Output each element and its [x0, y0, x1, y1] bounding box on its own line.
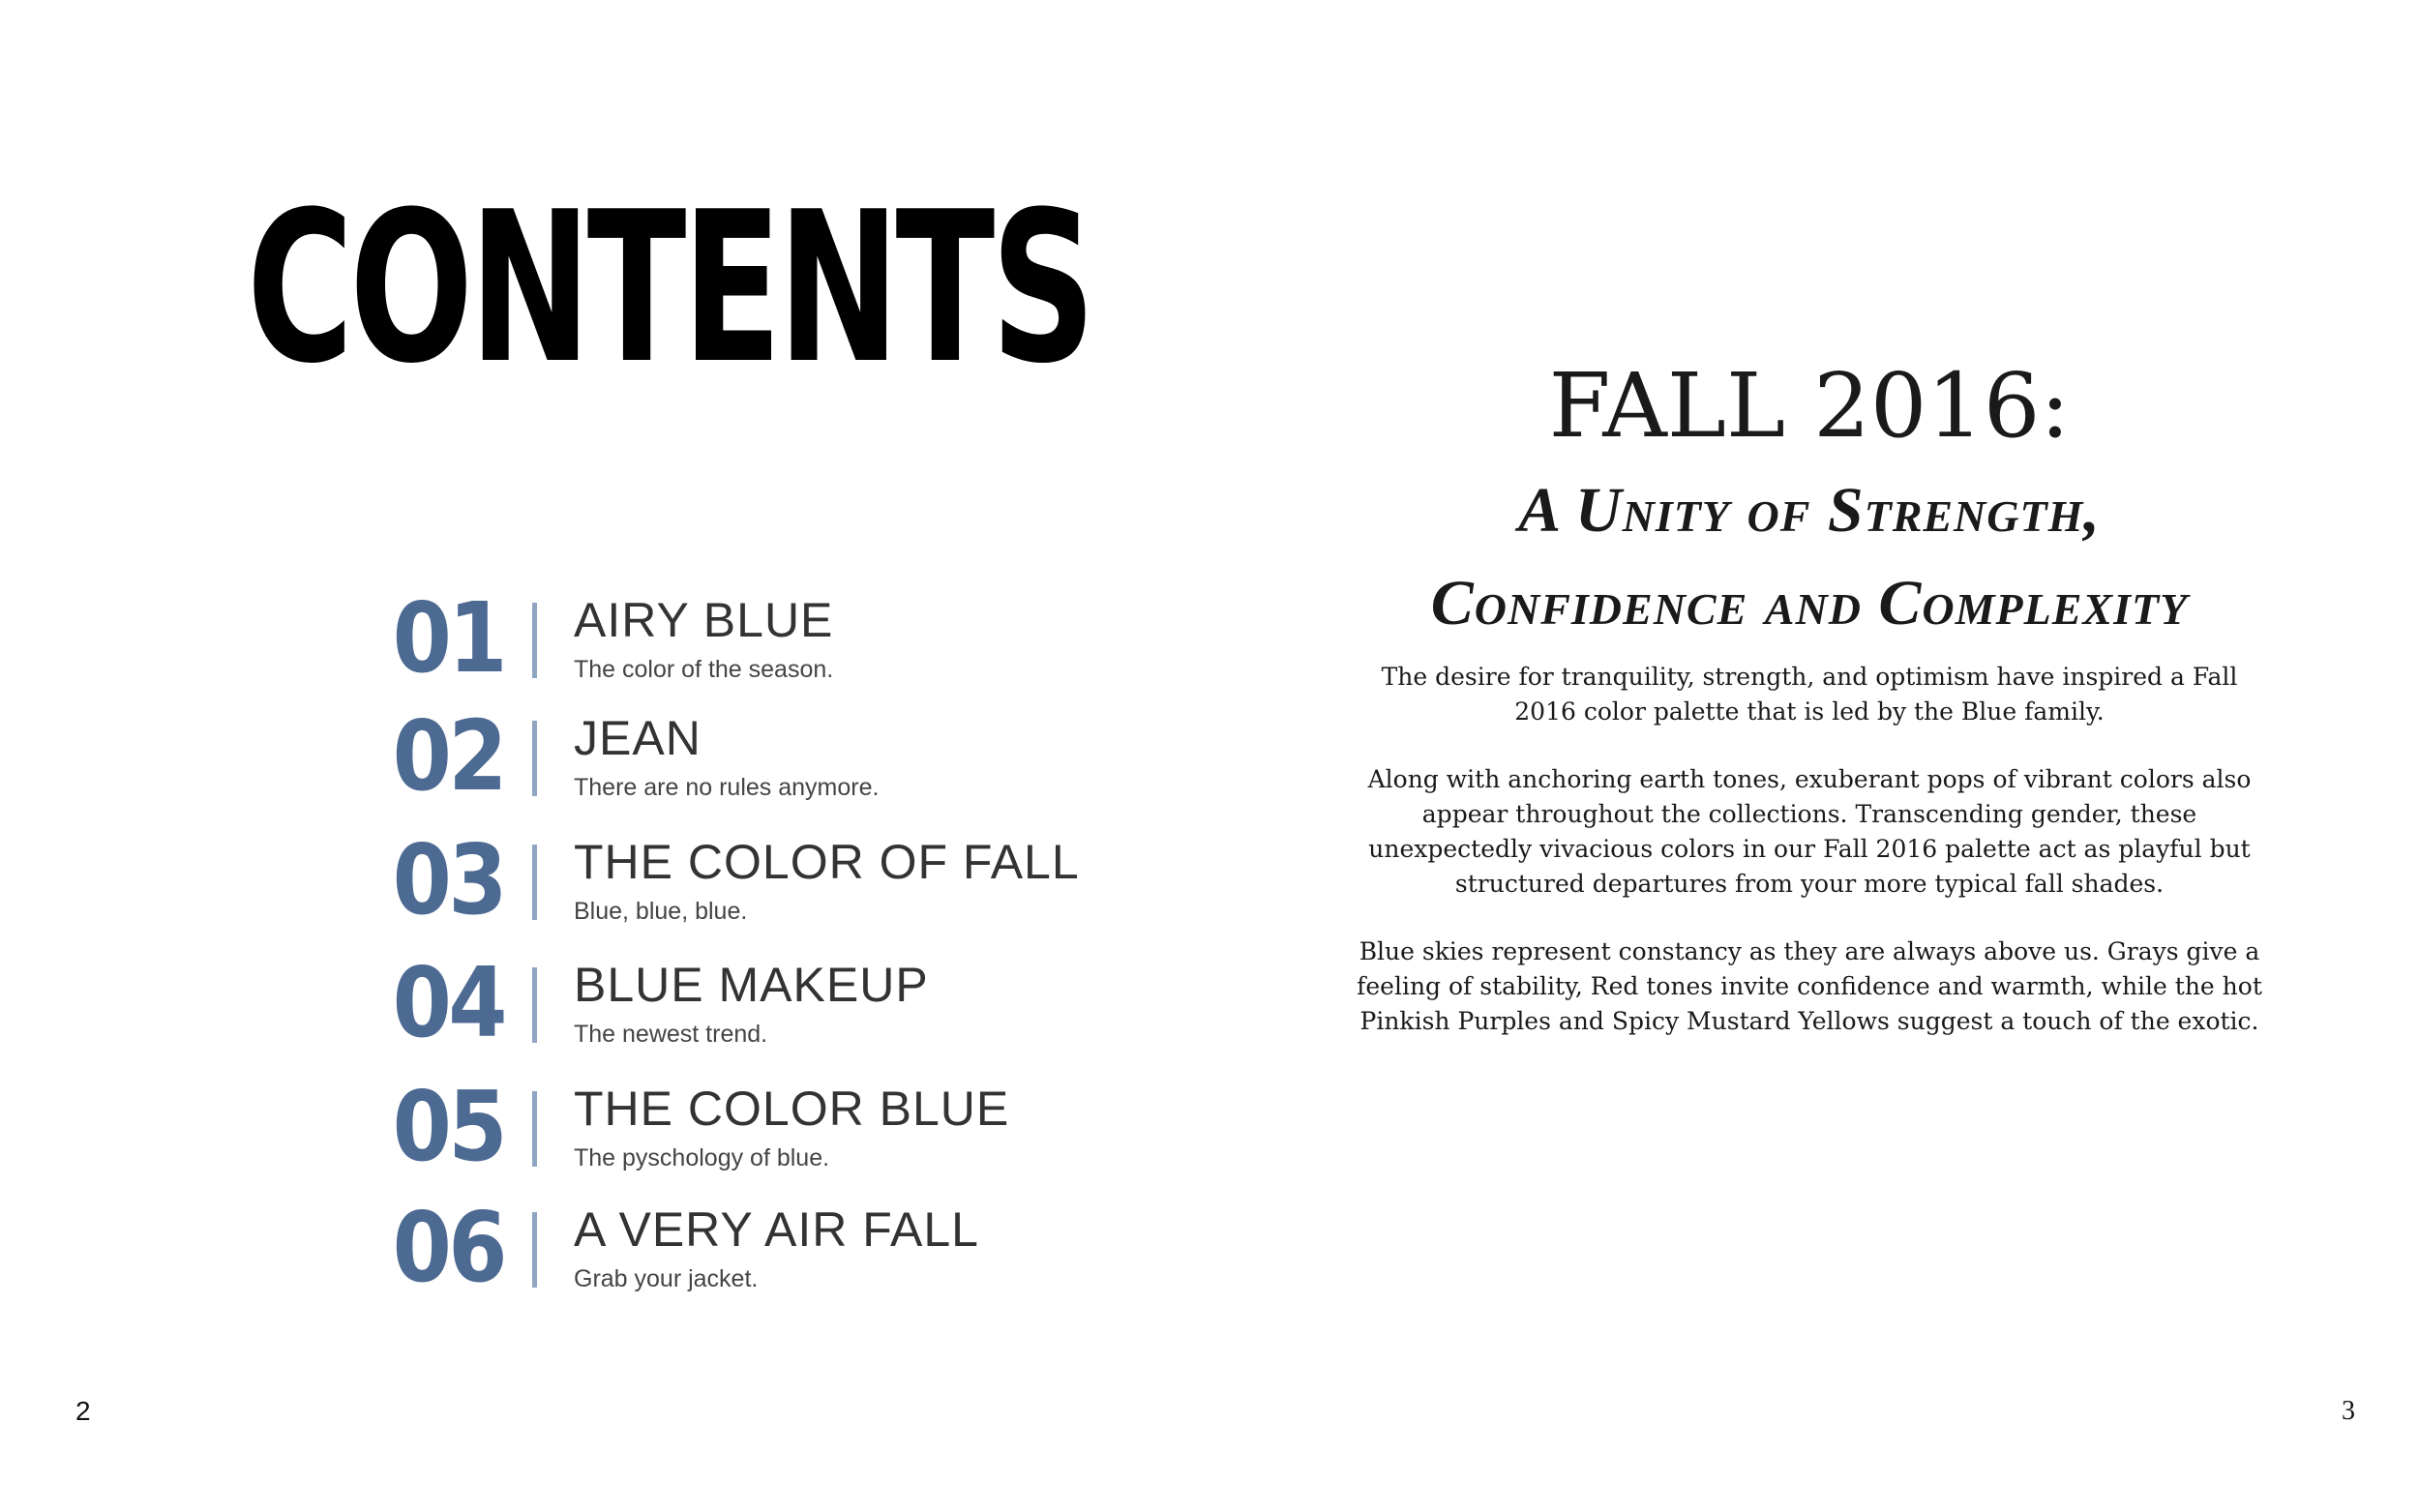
feature-article	[1355, 354, 2264, 1072]
toc-number: 06	[392, 1191, 505, 1304]
page-number-left: 2	[75, 1396, 91, 1426]
toc-subtitle: Grab your jacket.	[574, 1265, 759, 1292]
contents-title: CONTENTS	[247, 166, 1092, 409]
toc-number: 05	[392, 1070, 505, 1183]
toc-title: BLUE MAKEUP	[574, 958, 929, 1012]
toc-subtitle: The newest trend.	[574, 1021, 768, 1048]
toc-divider	[532, 1212, 537, 1288]
body-paragraph: The desire for tranquility, strength, and optimism have inspired a Fall 2016 color palette that is led by the Blue family.	[1381, 663, 2238, 726]
feature-body	[1355, 660, 2264, 1039]
toc-divider	[532, 721, 537, 796]
toc-subtitle: There are no rules anymore.	[574, 774, 880, 801]
toc-number: 01	[392, 581, 505, 695]
right-page	[1210, 0, 2419, 1512]
toc-subtitle: Blue, blue, blue.	[574, 898, 748, 925]
toc-title: THE COLOR BLUE	[574, 1082, 1010, 1136]
toc-divider	[532, 967, 537, 1043]
toc-title: JEAN	[574, 711, 702, 765]
toc-item-05[interactable]	[377, 1070, 1151, 1183]
toc-item-01[interactable]	[377, 581, 1151, 695]
feature-subheading: A Unity of Strength, Confidence and Complexity	[1430, 475, 2189, 638]
body-paragraph: Along with anchoring earth tones, exuberant pops of vibrant colors also appear throughout the collections. Transcending gender, these unexpectedly vivacious colors in our Fall 2016 palette act as playful but structured departures from your more typical fall shades.	[1367, 765, 2252, 898]
toc-number: 03	[392, 823, 505, 936]
toc-title: THE COLOR OF FALL	[574, 835, 1080, 889]
toc-item-02[interactable]	[377, 699, 1151, 813]
feature-heading: FALL 2016:	[1548, 354, 2071, 458]
toc-number: 02	[392, 699, 505, 813]
toc-divider	[532, 603, 537, 678]
toc-title: A VERY AIR FALL	[574, 1202, 979, 1257]
toc-subtitle: The color of the season.	[574, 656, 834, 683]
page-number-right: 3	[2342, 1396, 2355, 1426]
toc-item-04[interactable]	[377, 946, 1151, 1059]
toc-divider	[532, 845, 537, 920]
toc-item-03[interactable]	[377, 823, 1151, 936]
toc-number: 04	[392, 946, 505, 1059]
toc-subtitle: The pyschology of blue.	[574, 1144, 830, 1171]
body-paragraph: Blue skies represent constancy as they are always above us. Grays give a feeling of stability, Red tones invite confidence and warmth, while the hot Pinkish Purples and Spicy Mustard Yellows suggest a touch of the exotic.	[1357, 937, 2262, 1035]
toc-divider	[532, 1091, 537, 1167]
toc-item-06[interactable]	[377, 1191, 1151, 1304]
toc-title: AIRY BLUE	[574, 593, 834, 647]
